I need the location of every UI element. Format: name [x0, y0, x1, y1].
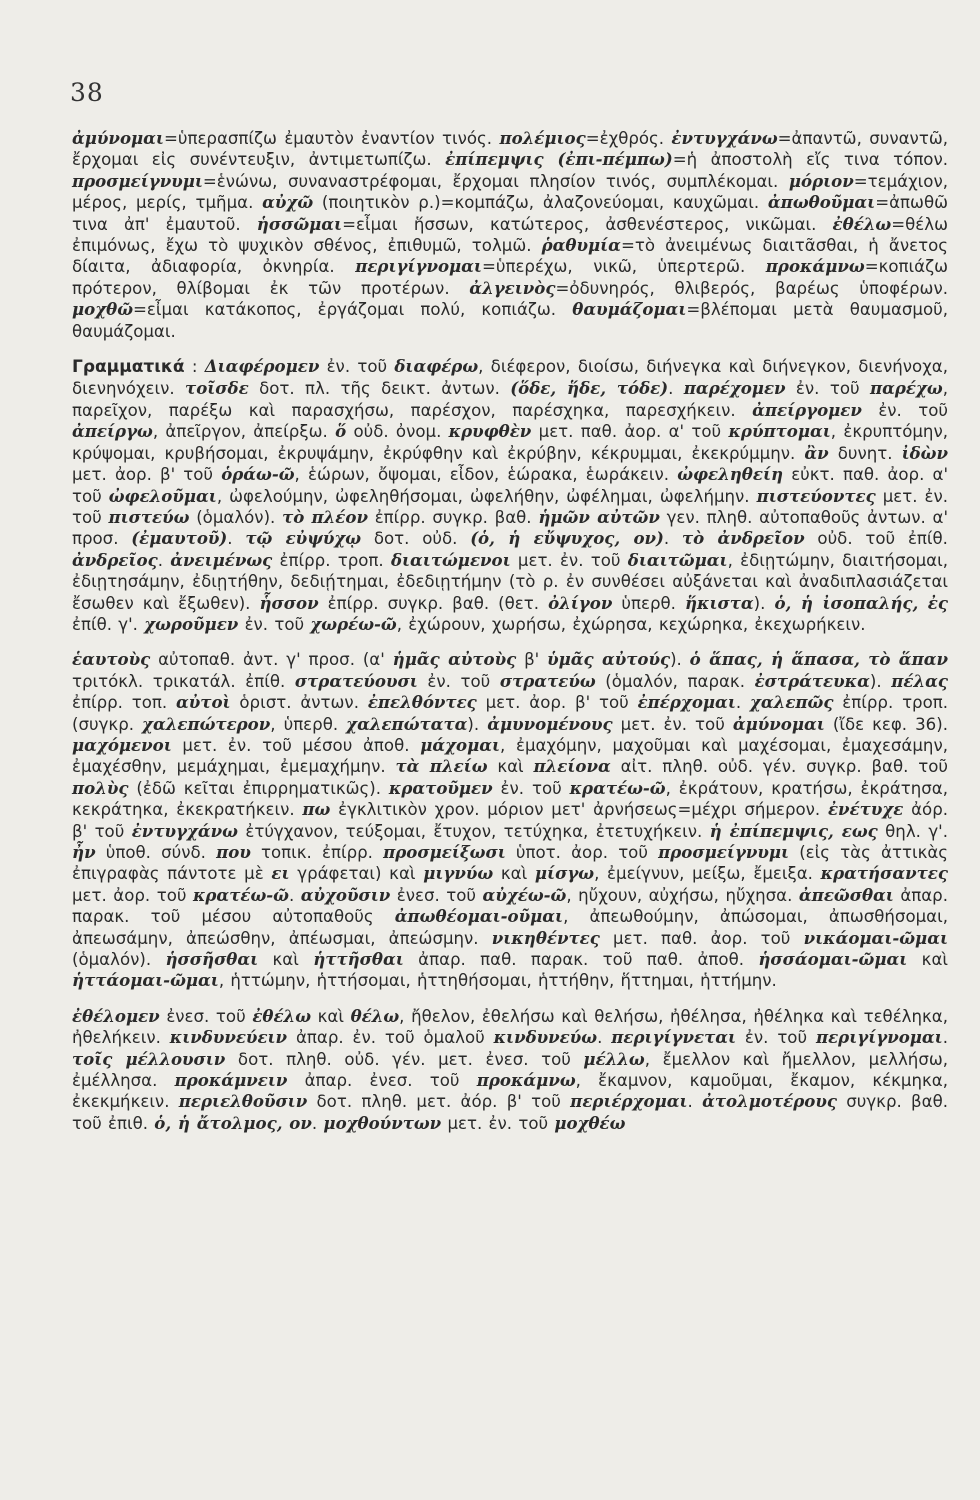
text-run: ἀόρ. β' τοῦ	[72, 800, 948, 841]
keyword: τῷ εὐψύχῳ	[245, 528, 362, 549]
keyword: ἀμυνομένους	[487, 713, 613, 734]
text-run: καὶ	[311, 1006, 351, 1026]
keyword: τὸ ἀνδρεῖον	[682, 528, 805, 549]
text-run: καὶ	[487, 757, 534, 777]
keyword: προκάμνω	[765, 256, 865, 277]
text-run: .	[157, 550, 171, 570]
keyword: ἀμύνομαι	[72, 128, 164, 148]
keyword: ἡσσῶμαι	[256, 213, 343, 234]
keyword: ἀνδρεῖος	[72, 549, 158, 570]
keyword: ἐπέρχομαι	[637, 692, 736, 713]
keyword: περιγίγνομαι	[815, 1027, 943, 1048]
keyword: ὅ	[335, 421, 347, 442]
text-run: , ἐκράτουν, κρατήσω, ἐκράτησα, κεκράτηκα, ἐκεκρατήκειν.	[72, 778, 948, 820]
keyword: μοχθέω	[554, 1112, 626, 1133]
text-run: , ἐμείγνυν, μείξω, ἔμειξα.	[594, 864, 821, 884]
keyword: ἐπίπεμψις (ἐπι-πέμπω)	[445, 149, 673, 170]
keyword: στρατεύουσι	[294, 670, 418, 691]
text-run: ἀπαρ. παθ. παρακ. τοῦ παθ. ἀποθ.	[403, 950, 759, 970]
keyword: ἀπείργομεν	[752, 399, 862, 420]
keyword: αὐτοὶ	[176, 692, 231, 713]
text-run: δυνητ.	[828, 443, 902, 463]
text-run: ).	[670, 650, 690, 670]
text-run: =εἶμαι ἥσσων, κατώτερος, ἀσθενέστερος, νικῶμαι.	[342, 214, 833, 234]
keyword: ἐνέτυχε	[827, 799, 904, 820]
text-run: , ἀπεωθούμην, ἀπώσομαι, ἀπωσθήσομαι, ἀπεωσάμην, ἀπεώσθην, ἀπέωσμαι, ἀπεώσμην.	[72, 907, 948, 948]
page-number: 38	[70, 78, 104, 107]
keyword: ἧσσον	[259, 592, 319, 613]
keyword: τοῖσδε	[185, 378, 249, 399]
keyword: ἂν	[804, 442, 829, 463]
keyword: (ἐμαυτοῦ)	[131, 528, 228, 549]
keyword: κρατέω-ῶ	[569, 777, 666, 798]
keyword: πιστεύω	[108, 506, 190, 527]
keyword: χαλεπῶς	[750, 692, 834, 713]
text-run: , ηὔχουν, αὐχήσω, ηὔχησα.	[566, 885, 799, 905]
text-run: ὑποτ. ἀορ. τοῦ	[505, 843, 659, 862]
text-run: (ὁμαλόν).	[189, 507, 283, 527]
keyword: νικάομαι-ῶμαι	[803, 927, 948, 948]
keyword: κρύπτομαι	[728, 421, 831, 442]
keyword: ἐπελθόντες	[367, 692, 477, 713]
keyword: ἑαυτοὺς	[72, 649, 151, 670]
keyword: μάχομαι	[420, 734, 501, 755]
keyword: ἀμύνομαι	[732, 713, 825, 734]
keyword: ἰδὼν	[901, 442, 948, 463]
keyword: μόριον	[788, 170, 854, 191]
text-run: , διέφερον, διοίσω, διήνεγκα καὶ διήνεγκον, διενήνοχα, διενηνόχειν.	[72, 357, 948, 399]
text-run: αὐτοπαθ. ἀντ. γ' προσ. (α'	[150, 650, 393, 670]
keyword: προκάμνειν	[174, 1070, 288, 1091]
keyword: ἀπωθοῦμαι	[767, 192, 876, 213]
text-run: ἐπίρρ. συγκρ. βαθ. (θετ.	[318, 593, 549, 613]
keyword: περιγίγνομαι	[355, 256, 482, 277]
keyword: παρέχομεν	[683, 378, 786, 399]
keyword: χαλεπώτερον	[142, 713, 271, 734]
text-run: ἐπίρρ. συγκρ. βαθ.	[367, 507, 539, 527]
keyword: ὀλίγον	[548, 592, 613, 613]
text-run: μετ. παθ. ἀορ. τοῦ	[599, 928, 804, 948]
text-run: μετ. ἐν. τοῦ	[72, 486, 948, 527]
keyword: (ὅδε, ἥδε, τόδε)	[510, 378, 669, 399]
text-run: (ποιητικὸν ρ.)=κομπάζω, ἀλαζονεύομαι, καυχῶμαι.	[313, 193, 768, 213]
grammar-paragraph-2	[72, 649, 948, 992]
text-run: =ἑνώνω, συναναστρέφομαι, ἔρχομαι πλησίον τινός, συμπλέκομαι.	[202, 171, 789, 191]
keyword: τὰ πλείω	[395, 756, 488, 777]
text-run: (ἴδε κεφ. 36).	[824, 714, 948, 734]
text-run: ἐν. τοῦ	[238, 614, 311, 634]
keyword: ὠφελοῦμαι	[108, 485, 217, 506]
text-run: .	[687, 1092, 703, 1112]
text-run: γεν. πληθ. αὐτοπαθοῦς ἀντων. α' προσ.	[72, 507, 949, 549]
keyword: ἀλγεινὸς	[469, 277, 556, 298]
text-run: .	[663, 529, 682, 549]
text-run: =ἡ ἀποστολὴ εἴς τινα τόπον.	[672, 150, 949, 170]
text-run: ).	[753, 593, 775, 613]
text-run: , ἡττώμην, ἡττήσομαι, ἡττηθήσομαι, ἡττήθην, ἥττημαι, ἡττήμην.	[218, 971, 777, 991]
text-run: ἐγκλιτικὸν χρον. μόριον μετ' ἀρνήσεως=μέχρι σήμερον.	[330, 800, 828, 820]
text-run: καὶ	[907, 950, 948, 970]
section-heading: Γραμματικά	[72, 357, 185, 378]
keyword: μοχθούντων	[323, 1112, 442, 1133]
text-run: μετ. ἐν. τοῦ	[612, 714, 733, 734]
text-run: ὑπερθ.	[612, 593, 685, 613]
text-run: =τεμάχιον, μέρος, μερίς, τμῆμα.	[72, 171, 948, 213]
text-run: , ἐκρυπτόμην, κρύψομαι, κρυβήσομαι, ἐκρυψάμην, ἐκρύφθην καὶ ἐκρύβην, κέκρυμμαι, ἐκεκρύμμην.	[72, 422, 948, 463]
text-run: , ὠφελούμην, ὠφεληθήσομαι, ὠφελήθην, ὠφέλημαι, ὠφελήμην.	[216, 486, 757, 506]
text-run: (ἐδῶ κεῖται ἐπιρρηματικῶς).	[128, 778, 389, 798]
keyword: ἐστράτευκα	[754, 670, 870, 691]
text-run: ἀπαρ. παρακ. τοῦ μέσου αὐτοπαθοῦς	[72, 885, 948, 927]
text-run: ἐν. τοῦ	[861, 400, 948, 420]
keyword: χωροῦμεν	[144, 613, 239, 634]
keyword: κρατοῦμεν	[388, 777, 493, 798]
text-run: αἰτ. πληθ. οὐδ. γέν. συγκρ. βαθ. τοῦ	[610, 757, 949, 777]
text-run: μετ. ἀορ. β' τοῦ	[476, 693, 638, 713]
keyword: προσμείξωσι	[383, 842, 506, 862]
text-run: .	[311, 1113, 324, 1133]
text-run: :	[184, 357, 205, 377]
keyword: ὑμᾶς αὐτούς	[547, 649, 671, 670]
keyword: διαφέρω	[394, 356, 479, 377]
keyword: τοῖς μέλλουσιν	[72, 1048, 226, 1069]
keyword: ἡττάομαι-ῶμαι	[72, 970, 219, 991]
keyword: ἡσσάομαι-ῶμαι	[758, 949, 908, 970]
text-run: οὐδ. τοῦ ἐπίθ.	[804, 529, 948, 549]
text-run: μετ. παθ. ἀορ. α' τοῦ	[531, 422, 729, 442]
grammar-paragraph-3	[72, 1006, 948, 1134]
text-run: τριτόκλ. τρικατάλ. ἐπίθ.	[72, 671, 295, 691]
text-run: .	[668, 379, 684, 399]
text-run: καὶ	[493, 864, 535, 884]
keyword: πω	[302, 799, 331, 820]
text-run: =βλέπομαι μετὰ θαυμασμοῦ, θαυμάζομαι.	[72, 300, 948, 341]
keyword: ἥκιστα	[684, 592, 754, 613]
keyword: ἡ ἐπίπεμψις, εως	[709, 820, 878, 841]
text-run: ἐν. τοῦ	[785, 379, 870, 399]
grammar-paragraph-1	[72, 356, 948, 635]
text-run: γράφεται) καὶ	[289, 864, 424, 884]
keyword: ὁ, ἡ ἰσοπαλής, ἐς	[774, 592, 949, 613]
keyword: αὐχῶ	[262, 192, 314, 213]
text-run: =θέλω ἐπιμόνως, ἔχω τὸ ψυχικὸν σθένος, ἐπιθυμῶ, τολμῶ.	[72, 214, 948, 256]
text-run: ἀπαρ. ἐν. τοῦ ὁμαλοῦ	[287, 1028, 494, 1048]
keyword: ἐθέλω	[832, 213, 892, 234]
text-run: ἐπίρρ. τροπ. (συγκρ.	[72, 693, 949, 734]
keyword: ἐντυγχάνω	[131, 820, 238, 841]
text-run: =ὀδυνηρός, θλιβερός, βαρέως ὑποφέρων.	[555, 278, 948, 298]
keyword: ὁ, ἡ ἄτολμος, ον	[154, 1112, 312, 1133]
keyword: κρυφθὲν	[448, 421, 532, 442]
keyword: περιέρχομαι	[570, 1091, 688, 1112]
keyword: πλείονα	[533, 756, 611, 777]
text-run: .	[597, 1028, 612, 1048]
text-run: .	[288, 885, 301, 905]
text-run: , ἔκαμνον, καμοῦμαι, ἔκαμον, κέκμηκα, ἐκεκμήκειν.	[72, 1071, 948, 1112]
keyword: αὐχοῦσιν	[300, 884, 391, 905]
text-run: (ὁμαλόν, παρακ.	[595, 671, 755, 691]
keyword: ει	[271, 863, 290, 884]
text-run: ἐν. τοῦ	[417, 671, 500, 691]
keyword: τὸ πλέον	[282, 506, 368, 527]
keyword: περιγίγνεται	[611, 1027, 737, 1048]
keyword: ἀπείργω	[72, 421, 153, 442]
keyword: ἀπεῶσθαι	[798, 884, 894, 905]
text-run: (εἰς τὰς ἀττικὰς ἐπιγραφὰς πάντοτε μὲ	[72, 843, 949, 884]
text-run: ἐπίρρ. τροπ.	[272, 550, 391, 570]
text-run: , ἐχώρουν, χωρήσω, ἐχώρησα, κεχώρηκα, ἐκεχωρήκειν.	[396, 614, 866, 634]
text-run: , ἑώρων, ὄψομαι, εἶδον, ἑώρακα, ἑωράκειν.	[294, 465, 678, 485]
vocabulary-paragraph	[72, 128, 948, 342]
keyword: ἐθέλομεν	[72, 1005, 160, 1026]
keyword: κινδυνεύειν	[169, 1027, 288, 1048]
text-run: ὑποθ. σύνδ.	[95, 843, 217, 862]
text-run: .	[942, 1028, 948, 1048]
keyword: προσμείγνυμι	[72, 170, 203, 191]
keyword: ἀνειμένως	[170, 549, 273, 570]
text-run: , ἔμελλον καὶ ἤμελλον, μελλήσω, ἐμέλλησα.	[72, 1049, 949, 1091]
text-run: οὐδ. ὀνομ.	[346, 422, 449, 442]
keyword: που	[216, 842, 251, 862]
keyword: μαχόμενοι	[72, 734, 172, 755]
text-run: μετ. ἀορ. τοῦ	[72, 885, 193, 905]
text-run: ἐνεσ. τοῦ	[159, 1006, 253, 1026]
text-run: ἐπίρρ. τοπ.	[72, 693, 177, 713]
keyword: ἀπωθέομαι-οῦμαι	[394, 906, 564, 927]
text-run: ἐν. τοῦ	[319, 357, 395, 377]
keyword: μιγνύω	[423, 863, 494, 884]
text-run: =κοπιάζω πρότερον, θλίβομαι ἐκ τῶν προτέρων.	[72, 257, 949, 298]
keyword: ἀτολμοτέρους	[702, 1091, 837, 1112]
text-run: ἐτύγχανον, τεύξομαι, ἔτυχον, τετύχηκα, ἐτετυχήκειν.	[237, 821, 710, 841]
text-run: μετ. ἐν. τοῦ	[441, 1113, 555, 1133]
text-run: τοπικ. ἐπίρρ.	[250, 843, 384, 862]
keyword: περιελθοῦσιν	[178, 1091, 308, 1112]
text-run: , ἀπεῖργον, ἀπείρξω.	[152, 422, 336, 442]
keyword: (ὁ, ἡ εὔψυχος, ον)	[470, 528, 664, 549]
text-run: συγκρ. βαθ. τοῦ ἐπιθ.	[72, 1092, 948, 1133]
text-run: ἐν. τοῦ	[736, 1028, 816, 1048]
text-run: =ἐχθρός.	[585, 129, 672, 148]
keyword: ῥαθυμία	[541, 235, 621, 256]
keyword: ἡμᾶς αὐτοὺς	[392, 649, 517, 670]
text-run: (ὁμαλόν).	[72, 950, 166, 970]
keyword: πέλας	[891, 670, 948, 691]
keyword: αὐχέω-ῶ	[482, 884, 567, 905]
text-run: =ἀπωθῶ τινα ἀπ' ἐμαυτοῦ.	[72, 193, 948, 234]
keyword: προσμείγνυμι	[658, 842, 790, 862]
text-run: δοτ. οὐδ.	[361, 529, 471, 549]
text-run: =εἶμαι κατάκοπος, ἐργάζομαι πολύ, κοπιάζω.	[133, 300, 573, 320]
keyword: ὁ ἅπας, ἡ ἅπασα, τὸ ἅπαν	[689, 649, 948, 670]
keyword: ἦν	[72, 842, 96, 862]
keyword: κρατήσαντες	[820, 863, 948, 884]
text-run: δοτ. πλ. τῆς δεικτ. ἀντων.	[248, 379, 511, 399]
text-run: μετ. ἐν. τοῦ	[510, 550, 628, 570]
keyword: ἡμῶν αὐτῶν	[538, 506, 660, 527]
text-run: ).	[467, 714, 488, 734]
keyword: ἡσσῆσθαι	[165, 949, 259, 970]
keyword: Διαφέρομεν	[204, 356, 320, 377]
text-run: μετ. ἐν. τοῦ μέσου ἀποθ.	[171, 735, 421, 755]
text-run: .	[735, 693, 750, 713]
keyword: χωρέω-ῶ	[310, 613, 397, 634]
text-run: καὶ	[258, 950, 314, 970]
keyword: προκάμνω	[476, 1070, 576, 1091]
keyword: μίσγω	[534, 863, 595, 884]
keyword: νικηθέντες	[491, 927, 600, 948]
keyword: κινδυνεύω	[493, 1027, 598, 1048]
text-run: ἐνεσ. τοῦ	[390, 885, 483, 905]
keyword: κρατέω-ῶ	[192, 884, 289, 905]
keyword: πολὺς	[72, 777, 129, 798]
text-run: μετ. ἀορ. β' τοῦ	[72, 465, 222, 485]
text-run: β'	[516, 650, 548, 670]
keyword: θέλω	[350, 1005, 400, 1026]
keyword: ὠφεληθείη	[677, 464, 784, 485]
text-run: ἐπίθ. γ'.	[72, 614, 145, 634]
text-run: ἀπαρ. ἐνεσ. τοῦ	[287, 1071, 477, 1091]
keyword: ἐντυγχάνω	[671, 128, 778, 148]
text-run: ἐν. τοῦ	[492, 778, 570, 798]
keyword: διαιτώμενοι	[390, 549, 511, 570]
keyword: θαυμάζομαι	[572, 299, 687, 320]
keyword: ἡττῆσθαι	[313, 949, 404, 970]
keyword: διαιτῶμαι	[627, 549, 728, 570]
keyword: πολέμιος	[499, 128, 586, 148]
text-run: , παρεῖχον, παρέξω καὶ παρασχήσω, παρέσχον, παρέσχηκα, παρεσχήκειν.	[72, 379, 948, 420]
keyword: στρατεύω	[499, 670, 596, 691]
text-run: , ἐδιῃτώμην, διαιτήσομαι, ἐδιῃτησάμην, ἐδιῃτήθην, δεδιῄτημαι, ἐδεδιῃτήμην (τὸ ρ. ἐν συνθέσει αὐξάνεται καὶ ἀναδιπλασιάζεται ἔσωθεν καὶ ἔξωθεν).	[72, 550, 948, 613]
keyword: μοχθῶ	[72, 299, 133, 320]
keyword: χαλεπώτατα	[346, 713, 468, 734]
text-run: =ὑπερασπίζω ἐμαυτὸν ἐναντίον τινός.	[163, 129, 500, 148]
keyword: παρέχω	[869, 378, 943, 399]
text-run: δοτ. πληθ. μετ. ἀόρ. β' τοῦ	[307, 1092, 571, 1112]
text-run: δοτ. πληθ. οὐδ. γέν. μετ. ἐνεσ. τοῦ	[225, 1049, 584, 1069]
text-run: , ἤθελον, ἐθελήσω καὶ θελήσω, ἠθέλησα, ἠθέληκα καὶ τεθέληκα, ἠθελήκειν.	[72, 1006, 949, 1048]
text-run: =τὸ ἀνειμένως διαιτᾶσθαι, ἡ ἄνετος δίαιτα, ἀδιαφορία, ὀκνηρία.	[72, 236, 948, 277]
text-run: , ὑπερθ.	[270, 714, 347, 734]
text-run: =ἀπαντῶ, συναντῶ, ἔρχομαι εἰς συνέντευξιν, ἀντιμετωπίζω.	[72, 129, 948, 170]
text-run: =ὑπερέχω, νικῶ, ὑπερτερῶ.	[481, 257, 766, 277]
page-body	[72, 128, 948, 1136]
text-run: ).	[869, 671, 892, 691]
text-run: ὁριστ. ἀντων.	[230, 693, 368, 713]
text-run: , ἐμαχόμην, μαχοῦμαι καὶ μαχέσομαι, ἐμαχεσάμην, ἐμαχέσθην, μεμάχημαι, ἐμεμαχήμην.	[72, 735, 948, 777]
keyword: μέλλω	[583, 1048, 645, 1069]
keyword: ἐθέλω	[252, 1005, 311, 1026]
text-run: .	[227, 529, 246, 549]
keyword: ὁράω-ῶ	[221, 464, 295, 485]
text-run: εὐκτ. παθ. ἀορ. α' τοῦ	[72, 465, 949, 506]
text-run: θηλ. γ'.	[877, 821, 948, 841]
keyword: πιστεύοντες	[756, 485, 876, 506]
